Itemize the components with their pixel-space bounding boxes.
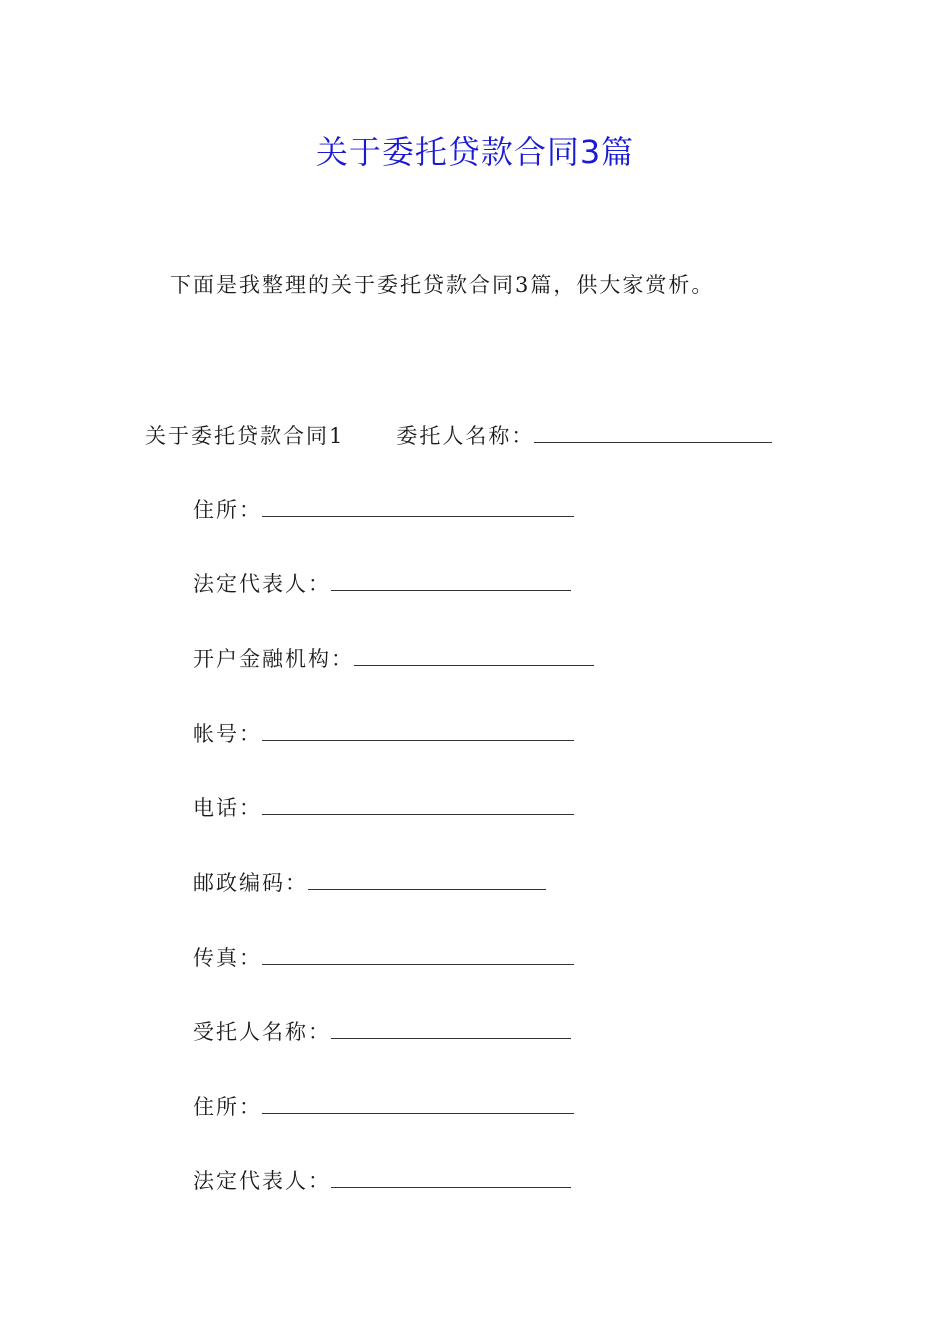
- fill-in-blank: [262, 1091, 574, 1114]
- fill-in-blank: [534, 420, 772, 443]
- fill-in-blank: [354, 643, 594, 666]
- field-row-trustee-legal-rep: [193, 1165, 571, 1196]
- section-heading: 关于委托贷款合同1: [145, 424, 345, 448]
- field-row-trustee-address: [193, 1091, 574, 1122]
- field-label: 帐号：: [193, 722, 262, 746]
- field-label: 法定代表人：: [193, 572, 331, 596]
- intro-paragraph: 下面是我整理的关于委托贷款合同3篇，供大家赏析。: [170, 273, 715, 297]
- fill-in-blank: [262, 494, 574, 517]
- field-label: 受托人名称：: [193, 1020, 331, 1044]
- fill-in-blank: [262, 792, 574, 815]
- fill-in-blank: [262, 942, 574, 965]
- fill-in-blank: [262, 718, 574, 741]
- field-label: 住所：: [193, 498, 262, 522]
- field-row-phone: [193, 792, 574, 823]
- field-row-fax: [193, 942, 574, 973]
- field-row-trustee-name: [193, 1016, 571, 1047]
- field-label: 传真：: [193, 946, 262, 970]
- fill-in-blank: [331, 1016, 571, 1039]
- field-row-account: [193, 718, 574, 749]
- fill-in-blank: [331, 568, 571, 591]
- field-row-client-address: [193, 494, 574, 525]
- fill-in-blank: [331, 1165, 571, 1188]
- field-row-client-legal-rep: [193, 568, 571, 599]
- field-label: 开户金融机构：: [193, 647, 354, 671]
- field-label: 法定代表人：: [193, 1169, 331, 1193]
- field-label: 委托人名称：: [396, 424, 535, 448]
- field-row-bank: [193, 643, 594, 674]
- field-label: 电话：: [193, 796, 262, 820]
- field-label: 邮政编码：: [193, 871, 308, 895]
- field-row-postal-code: [193, 867, 546, 898]
- fill-in-blank: [308, 867, 546, 890]
- field-label: 住所：: [193, 1095, 262, 1119]
- document-title: 关于委托贷款合同3篇: [315, 133, 635, 171]
- field-row-client-name: [145, 420, 772, 451]
